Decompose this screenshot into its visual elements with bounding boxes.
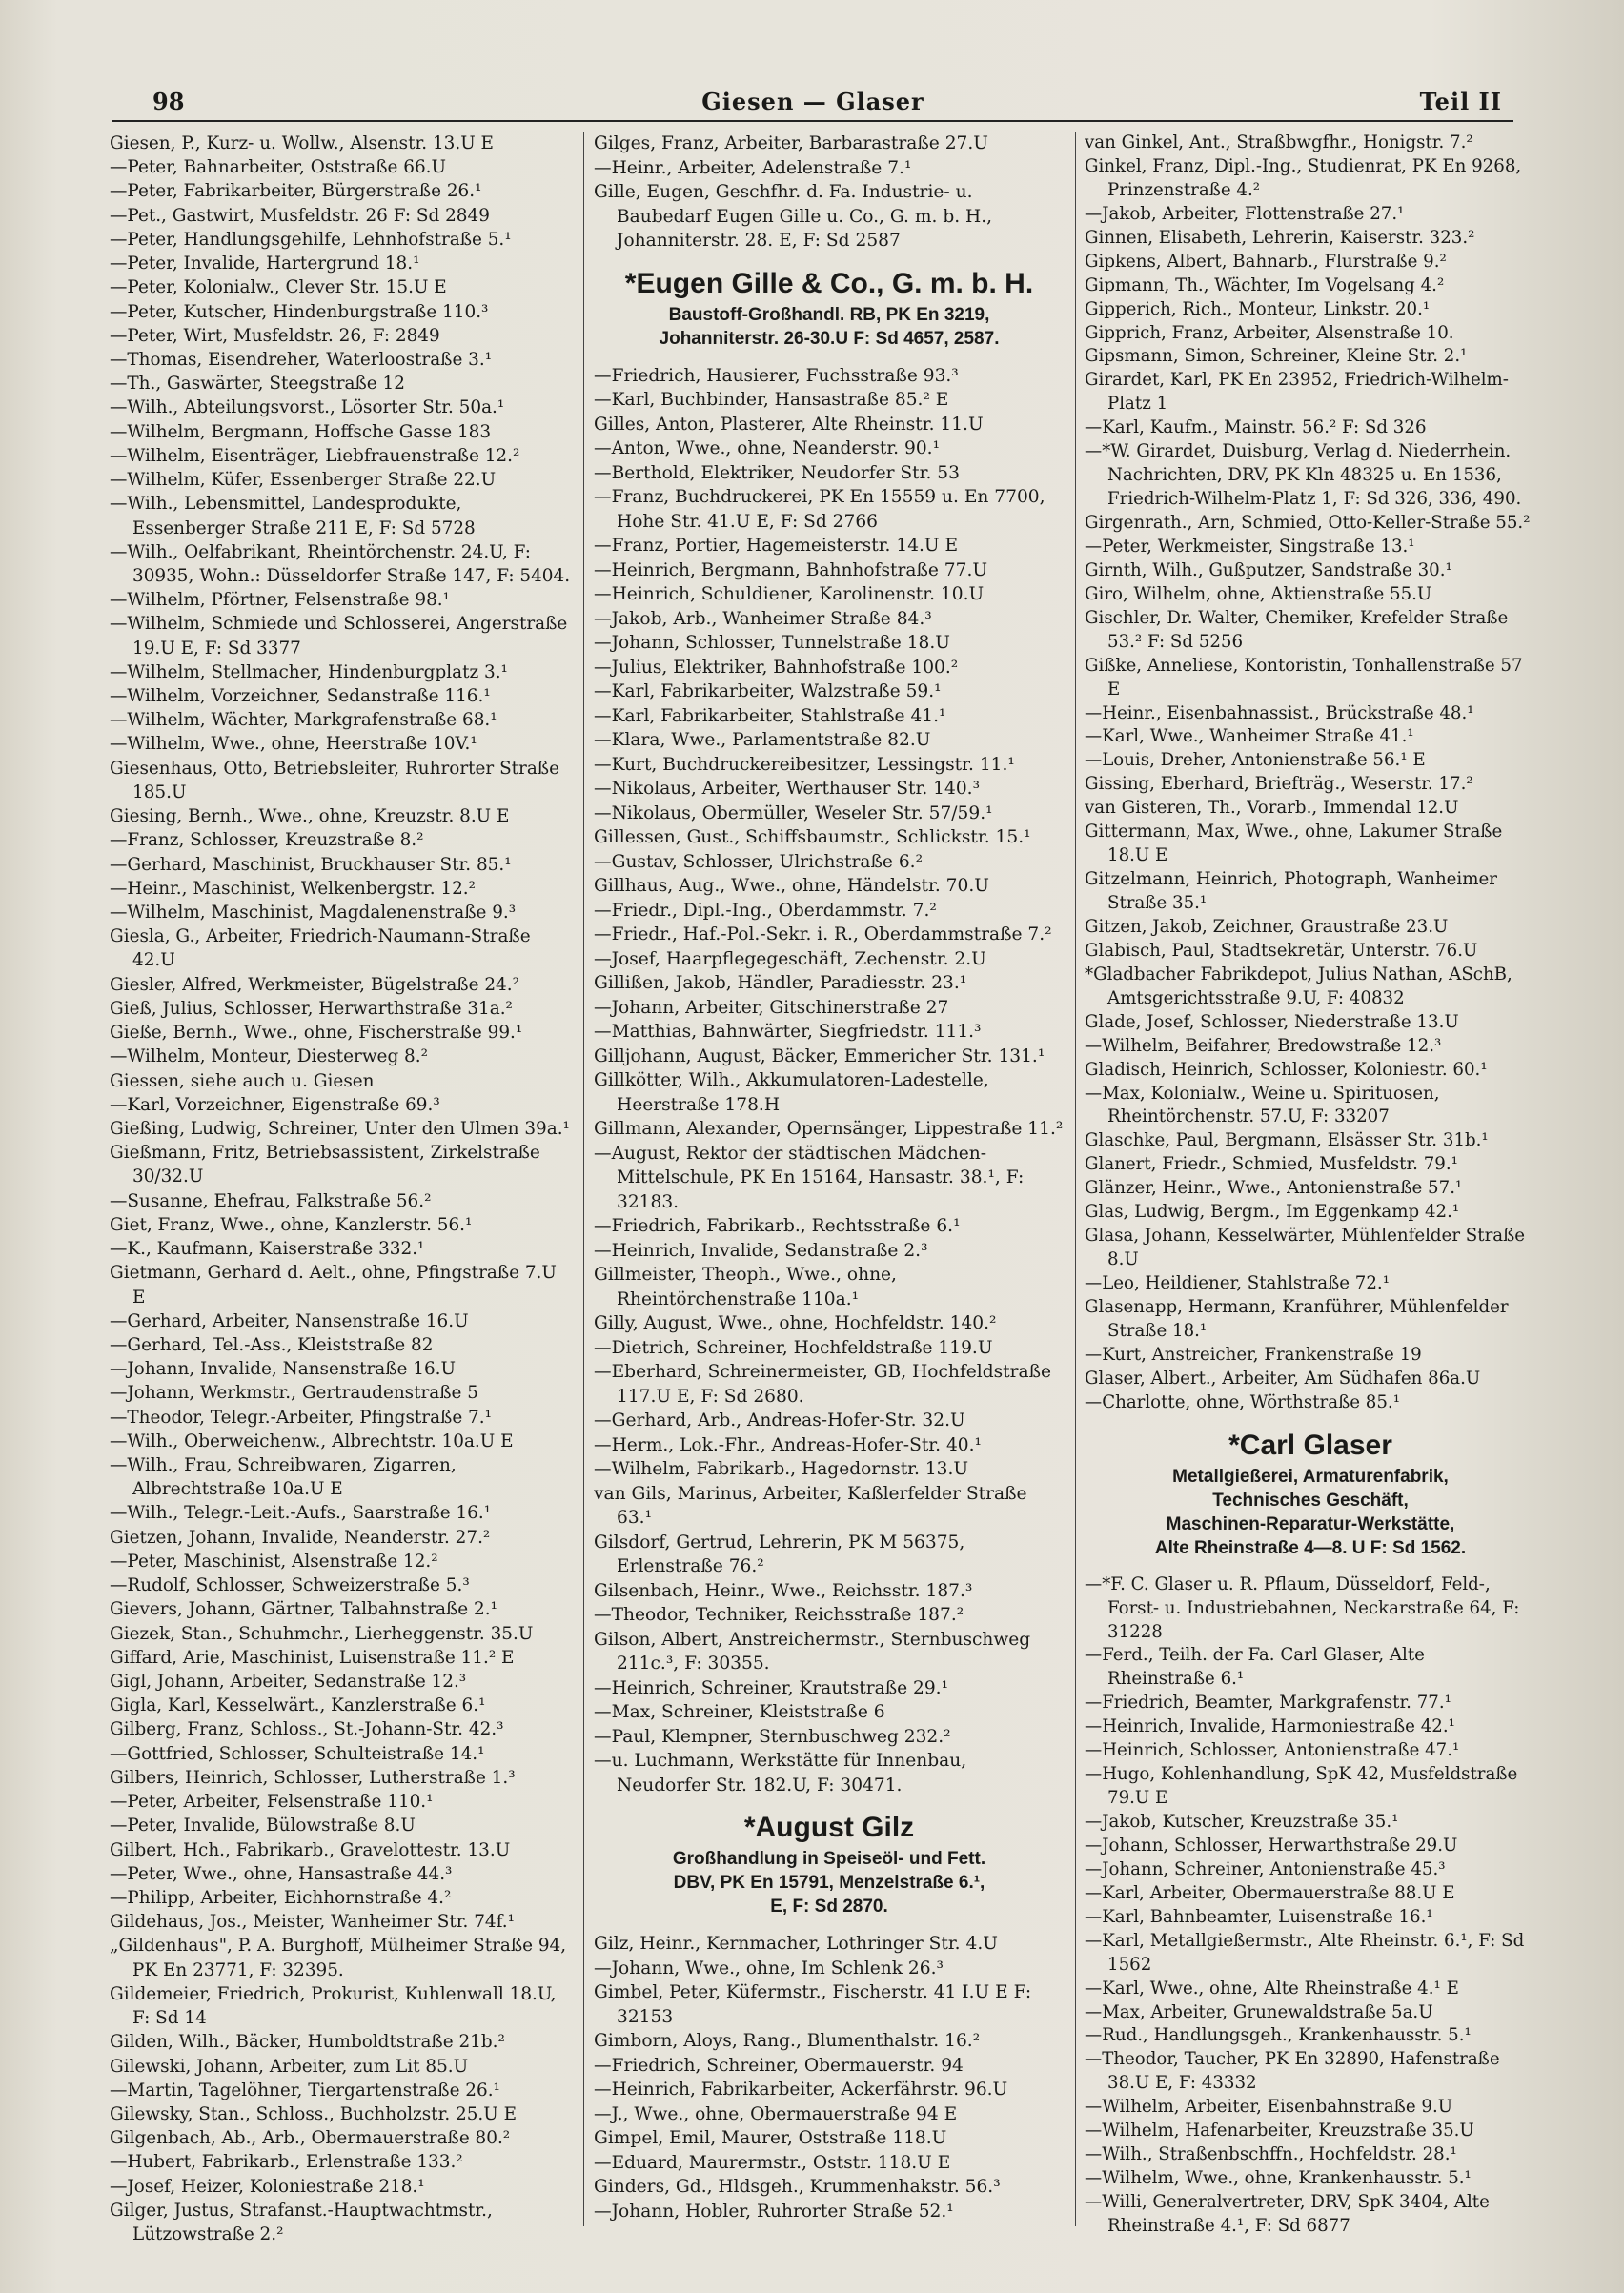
directory-entry: —Friedrich, Beamter, Markgrafenstr. 77.¹ xyxy=(1085,1693,1451,1714)
directory-entry: Giessen, siehe auch u. Giesen xyxy=(110,1070,375,1091)
directory-entry: Giet, Franz, Wwe., ohne, Kanzlerstr. 56.¹ xyxy=(110,1214,473,1235)
directory-entry: Girardet, Karl, PK En 23952, Friedrich-Wilhelm-Platz 1 xyxy=(1085,370,1509,415)
directory-entry: —Johann, Schlosser, Herwarthstraße 29.U xyxy=(1085,1835,1458,1856)
directory-entry: Glaser, Albert., Arbeiter, Am Südhafen 86a.U xyxy=(1085,1368,1481,1389)
directory-entry: Glanert, Friedr., Schmied, Musfeldstr. 79.¹ xyxy=(1085,1154,1458,1175)
directory-entry: —Gerhard, Maschinist, Bruckhauser Str. 85.¹ xyxy=(110,854,512,875)
directory-entry: —Johann, Schreiner, Antonienstraße 45.³ xyxy=(1085,1858,1446,1879)
directory-entry: —Berthold, Elektriker, Neudorfer Str. 53 xyxy=(594,462,960,483)
directory-entry: —Karl, Wwe., ohne, Alte Rheinstraße 4.¹ E xyxy=(1085,1978,1459,1999)
directory-entry: —Heinr., Maschinist, Welkenbergstr. 12.² xyxy=(110,878,477,899)
part-label: Teil II xyxy=(1419,88,1502,115)
directory-entry: —Johann, Wwe., ohne, Im Schlenk 26.³ xyxy=(594,1958,944,1978)
directory-entry: —Friedrich, Fabrikarb., Rechtsstraße 6.¹ xyxy=(594,1216,961,1236)
directory-entry: —Wilhelm, Vorzeichner, Sedanstraße 116.¹ xyxy=(110,686,491,707)
directory-entry: van Ginkel, Ant., Straßbwgfhr., Honigstr. 7.² xyxy=(1085,132,1473,152)
directory-entry: —Julius, Elektriker, Bahnhofstraße 100.² xyxy=(594,657,959,678)
directory-entry: Gipkens, Albert, Bahnarb., Flurstraße 9.² xyxy=(1085,251,1447,272)
directory-entry: Glas, Ludwig, Bergm., Im Eggenkamp 42.¹ xyxy=(1085,1202,1460,1223)
directory-entry: Giesing, Bernh., Wwe., ohne, Kreuzstr. 8.U E xyxy=(110,806,510,827)
directory-entry: —Heinr., Eisenbahnassist., Brückstraße 48.¹ xyxy=(1085,702,1474,723)
directory-entry: —Hubert, Fabrikarb., Erlenstraße 133.² xyxy=(110,2152,463,2173)
directory-entry: —Martin, Tagelöhner, Tiergartenstraße 26.¹ xyxy=(110,2080,500,2100)
directory-entry: —Wilhelm, Fabrikarb., Hagedornstr. 13.U xyxy=(594,1459,969,1479)
directory-entry: Ginders, Gd., Hldsgeh., Krummenhakstr. 56.³ xyxy=(594,2177,1001,2197)
directory-entry: Glänzer, Heinr., Wwe., Antonienstraße 57.¹ xyxy=(1085,1178,1463,1199)
directory-entry: —Johann, Arbeiter, Gitschinerstraße 27 xyxy=(594,997,949,1018)
directory-entry: Gietzen, Johann, Invalide, Neanderstr. 27.² xyxy=(110,1527,491,1548)
directory-entry: —Max, Kolonialw., Weine u. Spirituosen, Rheintörchenstr. 57.U, F: 33207 xyxy=(1085,1083,1440,1127)
directory-entry: —Heinrich, Schlosser, Antonienstraße 47.¹ xyxy=(1085,1740,1460,1761)
directory-entry: —Peter, Bahnarbeiter, Oststraße 66.U xyxy=(110,157,447,178)
directory-entry: Gildehaus, Jos., Meister, Wanheimer Str. 74f.¹ xyxy=(110,1912,515,1933)
directory-entry: Gille, Eugen, Geschfhr. d. Fa. Industrie- u. Baubedarf Eugen Gille u. Co., G. m. b. H., Johanniterstr. 28. E, F: Sd 2587 xyxy=(594,182,993,251)
directory-entry: —Peter, Kutscher, Hindenburgstraße 110.³ xyxy=(110,301,489,322)
directory-entry: Gilewsky, Stan., Schloss., Buchholzstr. 25.U E xyxy=(110,2103,518,2124)
directory-entry: —Kurt, Buchdruckereibesitzer, Lessingstr. 11.¹ xyxy=(594,754,1015,775)
directory-entry: —Heinrich, Schuldiener, Karolinenstr. 10.U xyxy=(594,584,985,604)
directory-entry: Giesler, Alfred, Werkmeister, Bügelstraße 24.² xyxy=(110,974,519,995)
directory-entry: —Peter, Maschinist, Alsenstraße 12.² xyxy=(110,1551,438,1572)
directory-entry: —Friedrich, Hausierer, Fuchsstraße 93.³ xyxy=(594,365,959,386)
directory-entry: Gilbers, Heinrich, Schlosser, Lutherstraße 1.³ xyxy=(110,1767,516,1788)
directory-entry: —Theodor, Techniker, Reichsstraße 187.² xyxy=(594,1605,964,1625)
directory-entry: Glasenapp, Hermann, Kranführer, Mühlenfelder Straße 18.¹ xyxy=(1085,1296,1509,1341)
directory-entry: Gillmann, Alexander, Opernsänger, Lippestraße 11.² xyxy=(594,1119,1064,1139)
directory-entry: —Wilhelm, Küfer, Essenberger Straße 22.U xyxy=(110,470,497,491)
directory-entry: —Gerhard, Tel.-Ass., Kleiststraße 82 xyxy=(110,1334,434,1355)
ad-detail-line: DBV, PK En 15791, Menzelstraße 6.¹, xyxy=(673,1873,985,1893)
directory-entry: —Wilh., Lebensmittel, Landesprodukte, Essenberger Straße 211 E, F: Sd 5728 xyxy=(110,494,476,538)
directory-entry: Giffard, Arie, Maschinist, Luisenstraße 11.² E xyxy=(110,1647,515,1668)
directory-entry: —Wilh., Oberweichenw., Albrechtstr. 10a.U E xyxy=(110,1431,514,1451)
directory-entry: —Ferd., Teilh. der Fa. Carl Glaser, Alte Rheinstraße 6.¹ xyxy=(1085,1645,1425,1690)
directory-entry: Gillmeister, Theoph., Wwe., ohne, Rheintörchenstraße 110a.¹ xyxy=(594,1265,897,1309)
directory-entry: —Wilhelm, Maschinist, Magdalenenstraße 9.³ xyxy=(110,903,517,923)
directory-entry: Gilljohann, August, Bäcker, Emmericher Str. 131.¹ xyxy=(594,1045,1045,1066)
directory-entry: —Johann, Hobler, Ruhrorter Straße 52.¹ xyxy=(594,2201,954,2222)
directory-entry: —Max, Schreiner, Kleiststraße 6 xyxy=(594,1702,885,1722)
directory-entry: Gilges, Franz, Arbeiter, Barbarastraße 27.U xyxy=(594,133,988,153)
directory-entry: Giesenhaus, Otto, Betriebsleiter, Ruhrorter Straße 185.U xyxy=(110,758,559,802)
directory-entry: —Wilhelm, Pförtner, Felsenstraße 98.¹ xyxy=(110,590,450,611)
directory-entry: —Friedrich, Schreiner, Obermauerstr. 94 xyxy=(594,2055,964,2076)
directory-entry: —Gottfried, Schlosser, Schulteistraße 14.¹ xyxy=(110,1743,485,1764)
directory-entry: —Franz, Portier, Hagemeisterstr. 14.U E xyxy=(594,536,959,556)
directory-entry: —Peter, Wwe., ohne, Hansastraße 44.³ xyxy=(110,1863,453,1884)
directory-entry: —Heinrich, Invalide, Harmoniestraße 42.¹ xyxy=(1085,1716,1455,1737)
directory-entry: —u. Luchmann, Werkstätte für Innenbau, Neudorfer Str. 182.U, F: 30471. xyxy=(594,1751,967,1796)
directory-entry: Gillkötter, Wilh., Akkumulatoren-Ladestelle, Heerstraße 178.H xyxy=(594,1070,989,1115)
directory-entry: —Peter, Werkmeister, Singstraße 13.¹ xyxy=(1085,536,1415,557)
directory-entry: Gildemeier, Friedrich, Prokurist, Kuhlenwall 18.U, F: Sd 14 xyxy=(110,1983,557,2029)
directory-entry: —Wilh., Abteilungsvorst., Lösorter Str. 50a.¹ xyxy=(110,397,505,418)
directory-entry: —Wilhelm, Wwe., ohne, Heerstraße 10V.¹ xyxy=(110,734,477,755)
directory-entry: Gieß, Julius, Schlosser, Herwarthstraße 31a.² xyxy=(110,998,513,1019)
directory-entry: Gilsenbach, Heinr., Wwe., Reichsstr. 187.³ xyxy=(594,1580,973,1601)
directory-entry: —Josef, Heizer, Koloniestraße 218.¹ xyxy=(110,2176,425,2197)
directory-entry: Gilgenbach, Ab., Arb., Obermauerstraße 80.² xyxy=(110,2128,511,2149)
directory-entry: —Louis, Dreher, Antonienstraße 56.¹ E xyxy=(1085,750,1426,771)
directory-entry: —Wilhelm, Beifahrer, Bredowstraße 12.³ xyxy=(1085,1035,1442,1056)
directory-entry: Gievers, Johann, Gärtner, Talbahnstraße 2.¹ xyxy=(110,1599,497,1620)
directory-entry: Gilger, Justus, Strafanst.-Hauptwachtmstr., Lützowstraße 2.² xyxy=(110,2200,493,2245)
directory-entry: —Wilh., Frau, Schreibwaren, Zigarren, Albrechtstraße 10a.U E xyxy=(110,1455,457,1500)
ad-company-name: *Carl Glaser xyxy=(1228,1429,1392,1461)
directory-entry: —Peter, Invalide, Hartergrund 18.¹ xyxy=(110,254,420,274)
directory-entry: —K., Kaufmann, Kaiserstraße 332.¹ xyxy=(110,1239,425,1260)
directory-entry: —Gerhard, Arbeiter, Nansenstraße 16.U xyxy=(110,1310,469,1331)
directory-entry: Gigl, Johann, Arbeiter, Sedanstraße 12.³ xyxy=(110,1672,467,1692)
directory-entry: Girgenrath., Arn, Schmied, Otto-Keller-Straße 55.² xyxy=(1085,513,1531,533)
directory-entry: Gießmann, Fritz, Betriebsassistent, Zirkelstraße 30/32.U xyxy=(110,1143,540,1187)
directory-entry: —Eberhard, Schreinermeister, GB, Hochfeldstraße 117.U E, F: Sd 2680. xyxy=(594,1362,1052,1407)
directory-entry: —Rudolf, Schlosser, Schweizerstraße 5.³ xyxy=(110,1575,470,1596)
directory-entry: —Heinrich, Invalide, Sedanstraße 2.³ xyxy=(594,1240,928,1261)
ad-detail-line: Großhandlung in Speiseöl- und Fett. xyxy=(672,1849,986,1869)
advertisement-block xyxy=(594,265,1065,351)
directory-entry: —Johann, Schlosser, Tunnelstraße 18.U xyxy=(594,633,950,653)
directory-entry: —Johann, Invalide, Nansenstraße 16.U xyxy=(110,1359,457,1380)
directory-entry: —Heinr., Arbeiter, Adelenstraße 7.¹ xyxy=(594,157,912,178)
column-2 xyxy=(594,132,1065,2255)
directory-entry: Gittermann, Max, Wwe., ohne, Lakumer Straße 18.U E xyxy=(1085,822,1503,866)
directory-entry: Gilly, August, Wwe., ohne, Hochfeldstr. 140.² xyxy=(594,1313,997,1333)
page-header xyxy=(112,88,1513,122)
directory-entry: Gillhaus, Aug., Wwe., ohne, Händelstr. 70.U xyxy=(594,876,989,896)
directory-entry: Gimpel, Emil, Maurer, Oststraße 118.U xyxy=(594,2128,947,2148)
directory-entry: Ginkel, Franz, Dipl.-Ing., Studienrat, PK En 9268, Prinzenstraße 4.² xyxy=(1085,155,1522,200)
directory-entry: —Karl, Metallgießermstr., Alte Rheinstr. 6.¹, F: Sd 1562 xyxy=(1085,1930,1525,1975)
directory-entry: —Wilh., Telegr.-Leit.-Aufs., Saarstraße 16.¹ xyxy=(110,1503,492,1524)
directory-entry: —Nikolaus, Obermüller, Weseler Str. 57/59.¹ xyxy=(594,802,993,823)
directory-entry: —Jakob, Arb., Wanheimer Straße 84.³ xyxy=(594,608,932,629)
directory-entry: —Wilhelm, Wwe., ohne, Krankenhausstr. 5.¹ xyxy=(1085,2168,1472,2189)
directory-entry: —Th., Gaswärter, Steegstraße 12 xyxy=(110,374,405,395)
ad-detail-line: Johanniterstr. 26-30.U F: Sd 4657, 2587. xyxy=(659,328,1000,349)
directory-entry: —Theodor, Telegr.-Arbeiter, Pfingstraße 7.¹ xyxy=(110,1407,492,1428)
directory-entry: —*W. Girardet, Duisburg, Verlag d. Niederrhein. Nachrichten, DRV, PK Kln 48325 u. En 1536, Friedrich-Wilhelm-Platz 1, F: Sd 326, 336, 490. xyxy=(1085,441,1522,510)
directory-entry: —Wilhelm, Bergmann, Hoffsche Gasse 183 xyxy=(110,421,492,442)
directory-entry: Gimbel, Peter, Küfermstr., Fischerstr. 41 I.U E F: 32153 xyxy=(594,1982,1032,2027)
directory-entry: —Pet., Gastwirt, Musfeldstr. 26 F: Sd 2849 xyxy=(110,205,490,226)
directory-entry: —Wilhelm, Monteur, Diesterweg 8.² xyxy=(110,1046,428,1067)
directory-entry: —Karl, Kaufm., Mainstr. 56.² F: Sd 326 xyxy=(1085,417,1427,438)
directory-entry: —Wilhelm, Stellmacher, Hindenburgplatz 3.¹ xyxy=(110,661,508,682)
ad-detail-line: E, F: Sd 2870. xyxy=(770,1897,888,1917)
directory-entry: —Peter, Wirt, Musfeldstr. 26, F: 2849 xyxy=(110,325,440,346)
directory-entry: —Karl, Vorzeichner, Eigenstraße 69.³ xyxy=(110,1094,440,1115)
directory-entry: —Gustav, Schlosser, Ulrichstraße 6.² xyxy=(594,851,924,872)
directory-entry: —Klara, Wwe., Parlamentstraße 82.U xyxy=(594,730,931,750)
directory-entry: —Peter, Arbeiter, Felsenstraße 110.¹ xyxy=(110,1792,434,1813)
directory-entry: —Wilhelm, Eisenträger, Liebfrauenstraße 12.² xyxy=(110,445,520,466)
ad-company-name: *Eugen Gille & Co., G. m. b. H. xyxy=(624,267,1034,299)
directory-entry: Gischler, Dr. Walter, Chemiker, Krefelder Straße 53.² F: Sd 5256 xyxy=(1085,607,1509,652)
directory-entry: Girnth, Wilh., Gußputzer, Sandstraße 30.¹ xyxy=(1085,559,1452,580)
directory-entry: —Peter, Kolonialw., Clever Str. 15.U E xyxy=(110,277,447,298)
directory-entry: —Wilhelm, Schmiede und Schlosserei, Angerstraße 19.U E, F: Sd 3377 xyxy=(110,614,568,659)
directory-entry: Gladisch, Heinrich, Schlosser, Koloniestr. 60.¹ xyxy=(1085,1059,1488,1080)
directory-entry: —Eduard, Maurermstr., Oststr. 118.U E xyxy=(594,2152,951,2173)
directory-entry: Giezek, Stan., Schuhmchr., Lierheggenstr. 35.U xyxy=(110,1623,534,1644)
directory-entry: —Josef, Haarpflegegeschäft, Zechenstr. 2.U xyxy=(594,948,986,969)
directory-entry: —Thomas, Eisendreher, Waterloostraße 3.¹ xyxy=(110,349,493,370)
directory-entry: Gipsmann, Simon, Schreiner, Kleine Str. 2.¹ xyxy=(1085,346,1468,367)
directory-entry: —Franz, Schlosser, Kreuzstraße 8.² xyxy=(110,830,424,851)
directory-entry: Glasa, Johann, Kesselwärter, Mühlenfelder Straße 8.U xyxy=(1085,1226,1526,1270)
page-range-title: Giesen — Glaser xyxy=(701,88,924,115)
directory-entry: van Gisteren, Th., Vorarb., Immendal 12.U xyxy=(1085,798,1459,819)
directory-entry: Gipperich, Rich., Monteur, Linkstr. 20.¹ xyxy=(1085,298,1431,319)
directory-entry: —Franz, Buchdruckerei, PK En 15559 u. En 7700, Hohe Str. 41.U E, F: Sd 2766 xyxy=(594,487,1045,532)
directory-entry: Gieße, Bernh., Wwe., ohne, Fischerstraße 99.¹ xyxy=(110,1023,523,1044)
directory-entry: Gilsdorf, Gertrud, Lehrerin, PK M 56375, Erlenstraße 76.² xyxy=(594,1532,965,1576)
directory-entry: —Gerhard, Arb., Andreas-Hofer-Str. 32.U xyxy=(594,1410,965,1431)
directory-entry: Gillißen, Jakob, Händler, Paradiesstr. 23.¹ xyxy=(594,973,967,993)
directory-entry: —J., Wwe., ohne, Obermauerstraße 94 E xyxy=(594,2103,958,2124)
directory-entry: —Karl, Fabrikarbeiter, Stahlstraße 41.¹ xyxy=(594,705,946,726)
directory-entry: —Theodor, Taucher, PK En 32890, Hafenstraße 38.U E, F: 43332 xyxy=(1085,2049,1500,2094)
directory-entry: Glabisch, Paul, Stadtsekretär, Unterstr. 76.U xyxy=(1085,940,1478,961)
directory-entry: Gillessen, Gust., Schiffsbaumstr., Schlickstr. 15.¹ xyxy=(594,827,1031,847)
directory-entry: —Wilhelm, Hafenarbeiter, Kreuzstraße 35.U xyxy=(1085,2121,1474,2141)
directory-entry: —Matthias, Bahnwärter, Siegfriedstr. 111.³ xyxy=(594,1022,982,1042)
directory-entry: Glaschke, Paul, Bergmann, Elsässer Str. 31b.¹ xyxy=(1085,1130,1489,1151)
directory-entry: Gitzen, Jakob, Zeichner, Graustraße 23.U xyxy=(1085,916,1449,937)
directory-entry: —Willi, Generalvertreter, DRV, SpK 3404, Alte Rheinstraße 4.¹, F: Sd 6877 xyxy=(1085,2192,1490,2236)
column-1 xyxy=(110,132,575,2255)
directory-entry: Giesla, G., Arbeiter, Friedrich-Naumann-Straße 42.U xyxy=(110,926,531,971)
directory-entry: van Gils, Marinus, Arbeiter, Kaßlerfelder Straße 63.¹ xyxy=(594,1483,1027,1528)
directory-entry: —Jakob, Arbeiter, Flottenstraße 27.¹ xyxy=(1085,203,1405,224)
directory-entry: —Kurt, Anstreicher, Frankenstraße 19 xyxy=(1085,1344,1422,1365)
directory-entry: Gilles, Anton, Plasterer, Alte Rheinstr. 11.U xyxy=(594,414,984,435)
directory-entry: —Hugo, Kohlenhandlung, SpK 42, Musfeldstraße 79.U E xyxy=(1085,1764,1518,1809)
directory-entry: —Herm., Lok.-Fhr., Andreas-Hofer-Str. 40.¹ xyxy=(594,1434,982,1455)
directory-entry: Gilberg, Franz, Schloss., St.-Johann-Str. 42.³ xyxy=(110,1719,504,1740)
directory-entry: Ginnen, Elisabeth, Lehrerin, Kaiserstr. 323.² xyxy=(1085,227,1475,248)
ad-detail-line: Maschinen-Reparatur-Werkstätte, xyxy=(1166,1513,1455,1534)
directory-entry: Gietmann, Gerhard d. Aelt., ohne, Pfingstraße 7.U E xyxy=(110,1263,557,1308)
directory-entry: —Friedr., Haf.-Pol.-Sekr. i. R., Oberdammstraße 7.² xyxy=(594,924,1052,944)
directory-entry: —Max, Arbeiter, Grunewaldstraße 5a.U xyxy=(1085,2001,1433,2022)
directory-entry: —Peter, Fabrikarbeiter, Bürgerstraße 26.¹ xyxy=(110,181,482,202)
column-3 xyxy=(1085,132,1536,2255)
directory-entry: —Peter, Handlungsgehilfe, Lehnhofstraße 5.¹ xyxy=(110,229,512,250)
directory-entry: Glade, Josef, Schlosser, Niederstraße 13.U xyxy=(1085,1011,1459,1032)
directory-entry: —August, Rektor der städtischen Mädchen-Mittelschule, PK En 15164, Hansastr. 38.¹, F: 32183. xyxy=(594,1143,1025,1212)
directory-entry: Gitzelmann, Heinrich, Photograph, Wanheimer Straße 35.¹ xyxy=(1085,869,1497,913)
directory-entry: Gießing, Ludwig, Schreiner, Unter den Ulmen 39a.¹ xyxy=(110,1118,570,1139)
advertisement-block xyxy=(1085,1427,1536,1560)
directory-entry: —Karl, Buchbinder, Hansastraße 85.² E xyxy=(594,390,949,410)
directory-entry: —Friedr., Dipl.-Ing., Oberdammstr. 7.² xyxy=(594,900,937,921)
directory-entry: —Charlotte, ohne, Wörthstraße 85.¹ xyxy=(1085,1391,1400,1412)
column-divider xyxy=(583,132,584,2226)
ad-detail-line: Baustoff-Großhandl. RB, PK En 3219, xyxy=(668,304,990,325)
directory-entry: —Peter, Invalide, Bülowstraße 8.U xyxy=(110,1816,416,1836)
directory-entry: —Paul, Klempner, Sternbuschweg 232.² xyxy=(594,1726,951,1747)
directory-entry: Gißke, Anneliese, Kontoristin, Tonhallenstraße 57 E xyxy=(1085,655,1523,700)
directory-entry: Gigla, Karl, Kesselwärt., Kanzlerstraße 6.¹ xyxy=(110,1695,486,1716)
directory-entry: —Karl, Wwe., Wanheimer Straße 41.¹ xyxy=(1085,726,1414,747)
ad-company-name: *August Gilz xyxy=(743,1812,915,1843)
directory-entry: —Heinrich, Fabrikarbeiter, Ackerfährstr. 96.U xyxy=(594,2080,1008,2100)
directory-entry: —Heinrich, Bergmann, Bahnhofstraße 77.U xyxy=(594,559,988,580)
directory-entry: Gilewski, Johann, Arbeiter, zum Lit 85.U xyxy=(110,2056,469,2077)
directory-entry: —Susanne, Ehefrau, Falkstraße 56.² xyxy=(110,1190,432,1211)
advertisement-block xyxy=(594,1809,1065,1918)
directory-entry: Gilden, Wilh., Bäcker, Humboldtstraße 21b.² xyxy=(110,2032,505,2053)
directory-entry: —Wilh., Oelfabrikant, Rheintörchenstr. 24.U, F: 30935, Wohn.: Düsseldorfer Straße 147, F: 5404. xyxy=(110,541,571,586)
directory-entry: —Wilhelm, Wächter, Markgrafenstraße 68.¹ xyxy=(110,710,497,731)
directory-entry: —Dietrich, Schreiner, Hochfeldstraße 119.U xyxy=(594,1337,993,1358)
directory-entry: Gimborn, Aloys, Rang., Blumenthalstr. 16.² xyxy=(594,2031,981,2051)
directory-entry: Gissing, Eberhard, Briefträg., Weserstr. 17.² xyxy=(1085,774,1473,795)
directory-entry: —Karl, Arbeiter, Obermauerstraße 88.U E xyxy=(1085,1882,1455,1903)
directory-entry: *Gladbacher Fabrikdepot, Julius Nathan, ASchB, Amtsgerichtsstraße 9.U, F: 40832 xyxy=(1085,964,1512,1008)
ad-detail-line: Metallgießerei, Armaturenfabrik, xyxy=(1172,1466,1449,1487)
directory-entry: —Wilh., Straßenbschffn., Hochfeldstr. 28.¹ xyxy=(1085,2144,1457,2165)
directory-entry: „Gildenhaus", P. A. Burghoff, Mülheimer Straße 94, PK En 23771, F: 32395. xyxy=(110,1936,567,1980)
directory-entry: —Johann, Werkmstr., Gertraudenstraße 5 xyxy=(110,1383,478,1404)
column-divider xyxy=(1075,132,1076,2226)
directory-entry: Gilz, Heinr., Kernmacher, Lothringer Str. 4.U xyxy=(594,1934,998,1954)
directory-entry: —Heinrich, Schreiner, Krautstraße 29.¹ xyxy=(594,1677,949,1698)
ad-detail-line: Alte Rheinstraße 4—8. U F: Sd 1562. xyxy=(1154,1537,1467,1558)
directory-entry: Gilbert, Hch., Fabrikarb., Gravelottestr. 13.U xyxy=(110,1839,511,1860)
directory-entry: —Anton, Wwe., ohne, Neanderstr. 90.¹ xyxy=(594,438,941,458)
directory-entry: —Karl, Bahnbeamter, Luisenstraße 16.¹ xyxy=(1085,1906,1433,1927)
directory-entry: —Karl, Fabrikarbeiter, Walzstraße 59.¹ xyxy=(594,681,942,701)
directory-entry: Giesen, P., Kurz- u. Wollw., Alsenstr. 13.U E xyxy=(110,133,494,153)
directory-entry: —*F. C. Glaser u. R. Pflaum, Düsseldorf, Feld-, Forst- u. Industriebahnen, Neckarstraße 64, F: 31228 xyxy=(1085,1573,1520,1642)
directory-entry: Gilson, Albert, Anstreichermstr., Sternbuschweg 211c.³, F: 30355. xyxy=(594,1629,1031,1674)
directory-entry: —Philipp, Arbeiter, Eichhornstraße 4.² xyxy=(110,1887,452,1908)
directory-entry: —Leo, Heildiener, Stahlstraße 72.¹ xyxy=(1085,1273,1390,1293)
directory-entry: Giro, Wilhelm, ohne, Aktienstraße 55.U xyxy=(1085,583,1432,604)
directory-entry: —Nikolaus, Arbeiter, Werthauser Str. 140.³ xyxy=(594,779,981,799)
directory-entry: Gipmann, Th., Wächter, Im Vogelsang 4.² xyxy=(1085,274,1445,295)
directory-entry: —Jakob, Kutscher, Kreuzstraße 35.¹ xyxy=(1085,1812,1399,1832)
directory-entry: Gipprich, Franz, Arbeiter, Alsenstraße 10. xyxy=(1085,322,1454,343)
ad-detail-line: Technisches Geschäft, xyxy=(1212,1490,1409,1511)
directory-entry: —Wilhelm, Arbeiter, Eisenbahnstraße 9.U xyxy=(1085,2097,1453,2118)
page-number: 98 xyxy=(152,88,185,115)
directory-entry: —Rud., Handlungsgeh., Krankenhausstr. 5.¹ xyxy=(1085,2025,1472,2046)
